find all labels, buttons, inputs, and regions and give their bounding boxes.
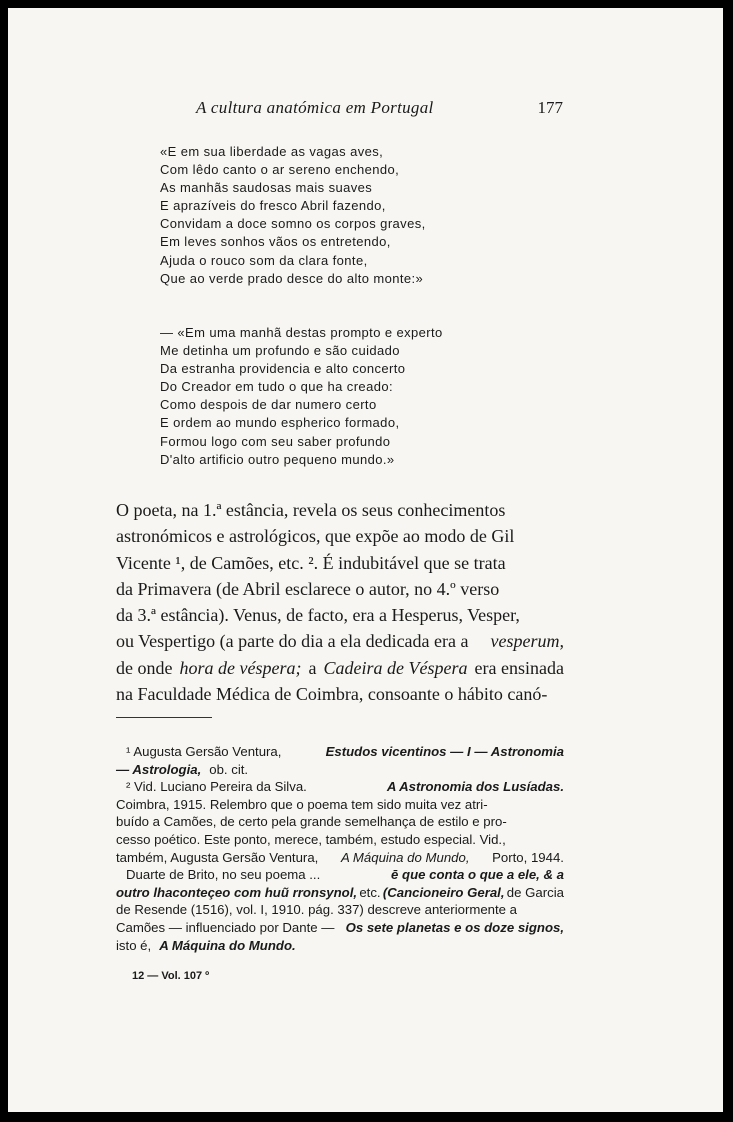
verse-line: Como despois de dar numero certo xyxy=(160,397,377,413)
footnote-3-line xyxy=(116,884,564,902)
italic-term: Cadeira de Véspera xyxy=(323,657,468,678)
footnote-title: Os sete planetas e os doze signos, xyxy=(345,919,564,935)
running-title: A cultura anatómica em Portugal xyxy=(196,98,434,117)
paragraph-line: da Primavera (de Abril esclarece o autor, no 4.º verso xyxy=(116,578,500,599)
footnotes xyxy=(116,743,564,954)
footnote-3-line xyxy=(116,937,564,955)
verse-line: As manhãs saudosas mais suaves xyxy=(160,180,373,196)
verse-line: Que ao verde prado desce do alto monte:» xyxy=(160,270,424,286)
footnote-3-line xyxy=(116,866,564,884)
footnote-1-line xyxy=(116,743,564,761)
footnote-2-line xyxy=(116,778,564,796)
verse-line: E ordem ao mundo espherico formado, xyxy=(160,415,400,431)
verse-line: E aprazíveis do fresco Abril fazendo, xyxy=(160,198,386,214)
verse-line: — «Em uma manhã destas prompto e experto xyxy=(160,325,443,340)
verse-line: Formou logo com seu saber profundo xyxy=(160,433,391,449)
verse-line: «E em sua liberdade as vagas aves, xyxy=(160,144,384,159)
text-run: era ensinada xyxy=(474,657,564,678)
italic-term: hora de véspera; xyxy=(179,657,302,678)
footnote-2-line: buído a Camões, de certo pela grande semelhança de estilo e pro- xyxy=(116,814,507,830)
footnote-text: ¹ Augusta Gersão Ventura, xyxy=(126,744,282,759)
footnote-text: etc. xyxy=(359,884,381,900)
footnote-text: também, Augusta Gersão Ventura, xyxy=(116,849,319,865)
footnote-title: A Máquina do Mundo, xyxy=(340,849,470,865)
text-run: ou Vespertigo (a parte do dia a ela dedicada era a xyxy=(116,631,469,652)
footnote-title: — Astrologia, xyxy=(116,761,202,777)
footnote-separator xyxy=(116,717,212,718)
footnote-title: ē que conta o que a ele, & a xyxy=(391,867,564,883)
paragraph-line: O poeta, na 1.ª estância, revela os seus conhecimentos xyxy=(116,500,506,520)
footnote-text: ob. cit. xyxy=(209,761,249,777)
paragraph-line xyxy=(116,655,564,681)
paragraph-line: na Faculdade Médica de Coimbra, consoante o hábito canó- xyxy=(116,684,548,705)
footnote-text: isto é, xyxy=(116,937,152,953)
footnote-3-line xyxy=(116,919,564,937)
footnote-text: Duarte de Brito, no seu poema ... xyxy=(126,867,321,883)
footnote-title: A Máquina do Mundo. xyxy=(159,937,296,953)
footnote-text: Camões — influenciado por Dante — xyxy=(116,919,335,935)
footnote-2-line xyxy=(116,849,564,867)
footnote-text: ² Vid. Luciano Pereira da Silva. xyxy=(126,779,307,795)
footnote-2-line: Coimbra, 1915. Relembro que o poema tem sido muita vez atri- xyxy=(116,796,488,812)
verse-line: Do Creador em tudo o que ha creado: xyxy=(160,379,393,395)
footnote-2-line: cesso poético. Este ponto, merece, também, estudo especial. Vid., xyxy=(116,831,506,847)
text-run: de onde xyxy=(116,657,173,678)
footnote-text: de Garcia xyxy=(506,884,564,900)
paragraph-line: Vicente ¹, de Camões, etc. ². É indubitável que se trata xyxy=(116,552,506,573)
footnote-title: outro lhaconteçeo com huũ rronsynol, xyxy=(116,884,358,900)
footnote-title: Estudos vicentinos — I — Astronomia xyxy=(325,744,564,759)
footnote-title: A Astronomia dos Lusíadas. xyxy=(386,779,564,795)
footnote-text: Porto, 1944. xyxy=(492,849,564,865)
verse-line: Convidam a doce somno os corpos graves, xyxy=(160,216,426,232)
page-header xyxy=(116,98,563,122)
paragraph-line: da 3.ª estância). Venus, de facto, era a Hesperus, Vesper, xyxy=(116,605,520,626)
verse-line: Com lêdo canto o ar sereno enchendo, xyxy=(160,162,400,178)
footnote-3-line: de Resende (1516), vol. I, 1910. pág. 337) descreve anteriormente a xyxy=(116,902,518,918)
verse-line: D'alto artificio outro pequeno mundo.» xyxy=(160,451,395,467)
verse-stanza-1 xyxy=(160,143,426,288)
verse-stanza-2 xyxy=(160,324,443,469)
printer-signature: 12 — Vol. 107 º xyxy=(132,970,210,982)
verse-line: Da estranha providencia e alto concerto xyxy=(160,361,406,377)
page-number: 177 xyxy=(537,98,563,117)
footnote-title: (Cancioneiro Geral, xyxy=(382,884,505,900)
book-page xyxy=(8,8,723,1112)
body-paragraph xyxy=(116,497,564,707)
italic-term: vesperum, xyxy=(490,631,564,652)
paragraph-line xyxy=(116,628,564,654)
verse-line: Ajuda o rouco som da clara fonte, xyxy=(160,252,368,268)
paragraph-line: astronómicos e astrológicos, que expõe ao modo de Gil xyxy=(116,526,515,547)
verse-line: Em leves sonhos vãos os entretendo, xyxy=(160,234,391,250)
footnote-1-line xyxy=(116,761,564,779)
verse-line: Me detinha um profundo e são cuidado xyxy=(160,343,400,359)
text-run: a xyxy=(308,657,317,678)
